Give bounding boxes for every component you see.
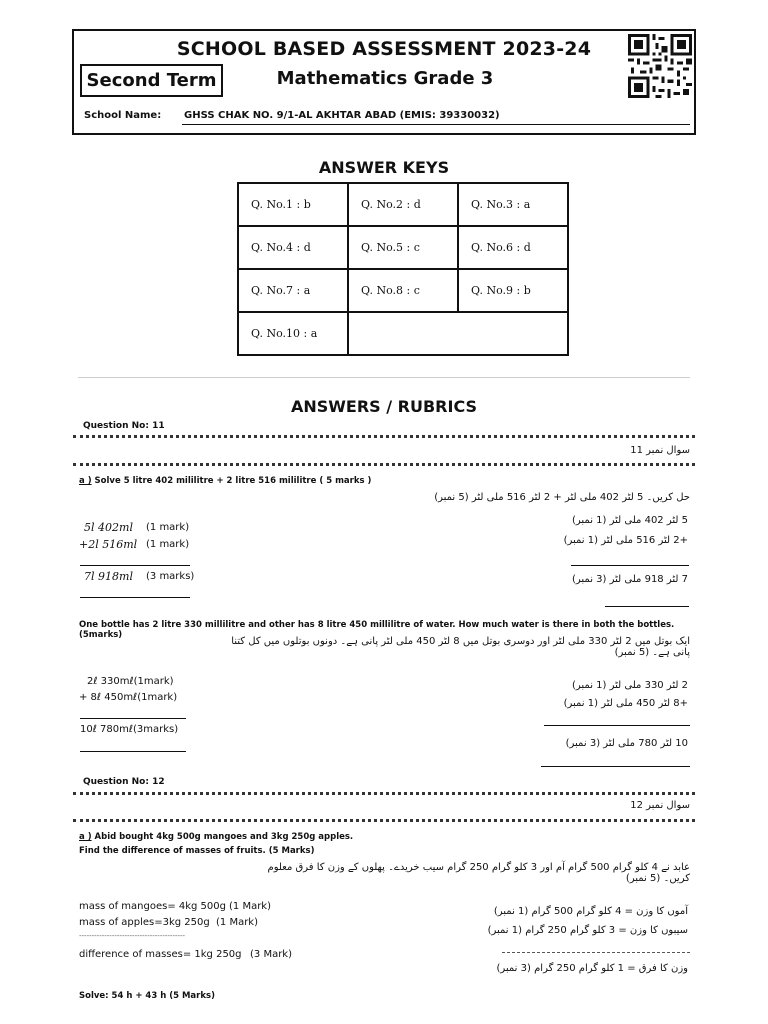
table-cell: Q. No.4 : d xyxy=(238,226,348,269)
part-a-text: Solve 5 litre 402 mililitre + 2 litre 516 mililitre ( 5 marks ) xyxy=(91,476,372,486)
part-b-urdu: ایک بوتل میں 2 لٹر 330 ملی لٹر اور دوسری بوتل میں 8 لٹر 450 ملی لٹر پانی ہے۔ دونوں بوتلوں میں کل کتنا پانی ہے۔ (5 نمبر) xyxy=(231,636,690,658)
urdu-work-underline xyxy=(544,725,690,726)
work-step: 5l 402ml xyxy=(84,521,133,534)
dotted-separator xyxy=(73,819,695,822)
work-mark: (1 Mark) xyxy=(216,917,259,928)
work-step: + 8ℓ 450mℓ(1mark) xyxy=(79,692,178,703)
qr-code-icon xyxy=(628,33,692,99)
school-name-underline xyxy=(182,124,690,125)
urdu-work-step: 5 لٹر 402 ملی لٹر (1 نمبر) xyxy=(571,515,688,526)
question-label: Question No: 11 xyxy=(83,421,165,431)
table-cell: Q. No.6 : d xyxy=(458,226,568,269)
urdu-work-step: +2 لٹر 516 ملی لٹر (1 نمبر) xyxy=(563,535,688,546)
part-a-urdu: حل کریں۔ 5 لٹر 402 ملی لٹر + 2 لٹر 516 ملی لٹر (5 نمبر) xyxy=(434,492,690,503)
part-a-marker: a ) xyxy=(79,832,92,842)
table-row xyxy=(238,183,568,226)
dotted-separator xyxy=(73,463,695,466)
table-cell: Q. No.2 : d xyxy=(348,183,458,226)
work-mark: (1 mark) xyxy=(146,522,190,533)
urdu-work-result: 10 لٹر 780 ملی لٹر (3 نمبر) xyxy=(565,738,688,749)
part-b-prompt: One bottle has 2 litre 330 millilitre and other has 8 litre 450 millilitre of water. How much water is there in both the bottles.(5marks) xyxy=(79,620,675,640)
urdu-dashed-rule xyxy=(502,952,690,953)
table-row xyxy=(238,312,568,355)
urdu-work-underline xyxy=(541,766,690,767)
urdu-work-step: آموں کا وزن = 4 کلو گرام 500 گرام (1 نمبر) xyxy=(493,906,688,917)
table-row xyxy=(238,226,568,269)
work-underline xyxy=(80,718,186,719)
page-title: SCHOOL BASED ASSESSMENT 2023-24 xyxy=(176,38,592,60)
table-cell: Q. No.9 : b xyxy=(458,269,568,312)
dotted-separator xyxy=(73,792,695,795)
dashed-rule: ------------------------------------------ xyxy=(79,932,186,940)
work-mark: (3 marks) xyxy=(146,571,195,582)
answers-title: ANSWERS / RUBRICS xyxy=(290,397,478,416)
urdu-work-step: 2 لٹر 330 ملی لٹر (1 نمبر) xyxy=(571,680,688,691)
work-underline xyxy=(80,597,190,598)
work-step: 2ℓ 330mℓ(1mark) xyxy=(87,676,174,687)
table-cell: Q. No.10 : a xyxy=(238,312,348,355)
school-name-label: School Name: xyxy=(84,110,162,121)
work-step: +2l 516ml xyxy=(79,538,138,551)
table-cell: Q. No.7 : a xyxy=(238,269,348,312)
work-result: 10ℓ 780mℓ(3marks) xyxy=(80,724,179,735)
work-result: 7l 918ml xyxy=(84,570,133,583)
work-mark: (3 Mark) xyxy=(250,949,293,960)
term-label: Second Term xyxy=(80,64,223,97)
solve-prompt: Solve: 54 h + 43 h (5 Marks) xyxy=(79,991,215,1001)
table-cell: Q. No.5 : c xyxy=(348,226,458,269)
part-a-prompt xyxy=(79,832,353,842)
urdu-work-step: سیبوں کا وزن = 3 کلو گرام 250 گرام (1 نمبر) xyxy=(487,925,688,936)
work-mark: (1 Mark) xyxy=(229,901,272,912)
work-step: mass of apples=3kg 250g xyxy=(79,917,210,928)
answer-keys-table xyxy=(237,182,569,356)
table-cell-empty xyxy=(348,312,568,355)
question-label: Question No: 12 xyxy=(83,777,165,787)
work-mark: (1 mark) xyxy=(146,539,190,550)
part-a-marker: a ) xyxy=(79,476,92,486)
urdu-work-result: 7 لٹر 918 ملی لٹر (3 نمبر) xyxy=(571,574,688,585)
section-divider xyxy=(78,377,690,378)
work-step: mass of mangoes= 4kg 500g xyxy=(79,901,226,912)
part-a-prompt-line2: Find the difference of masses of fruits. (5 Marks) xyxy=(79,846,315,856)
table-cell: Q. No.3 : a xyxy=(458,183,568,226)
table-cell: Q. No.8 : c xyxy=(348,269,458,312)
table-cell: Q. No.1 : b xyxy=(238,183,348,226)
urdu-question-label: سوال نمبر 12 xyxy=(630,800,690,811)
part-a-text: Abid bought 4kg 500g mangoes and 3kg 250g apples. xyxy=(91,832,354,842)
school-name-value: GHSS CHAK NO. 9/1-AL AKHTAR ABAD (EMIS: 39330032) xyxy=(184,110,500,121)
urdu-question-label: سوال نمبر 11 xyxy=(630,445,690,456)
subject-title: Mathematics Grade 3 xyxy=(276,68,494,89)
part-a-urdu: عابد نے 4 کلو گرام 500 گرام آم اور 3 کلو گرام 250 گرام سیب خریدے۔ پھلوں کے وزن کا فرق معلوم کریں۔ (5 نمبر) xyxy=(267,862,690,884)
work-result: difference of masses= 1kg 250g xyxy=(79,949,242,960)
table-row xyxy=(238,269,568,312)
answer-keys-title: ANSWER KEYS xyxy=(318,158,450,177)
dotted-separator xyxy=(73,435,695,438)
part-a-prompt xyxy=(79,476,371,486)
urdu-work-underline xyxy=(605,606,689,607)
urdu-work-underline xyxy=(571,565,689,566)
urdu-work-step: +8 لٹر 450 ملی لٹر (1 نمبر) xyxy=(563,698,688,709)
work-underline xyxy=(80,565,190,566)
urdu-work-result: وزن کا فرق = 1 کلو گرام 250 گرام (3 نمبر) xyxy=(496,963,688,974)
work-underline xyxy=(80,751,186,752)
